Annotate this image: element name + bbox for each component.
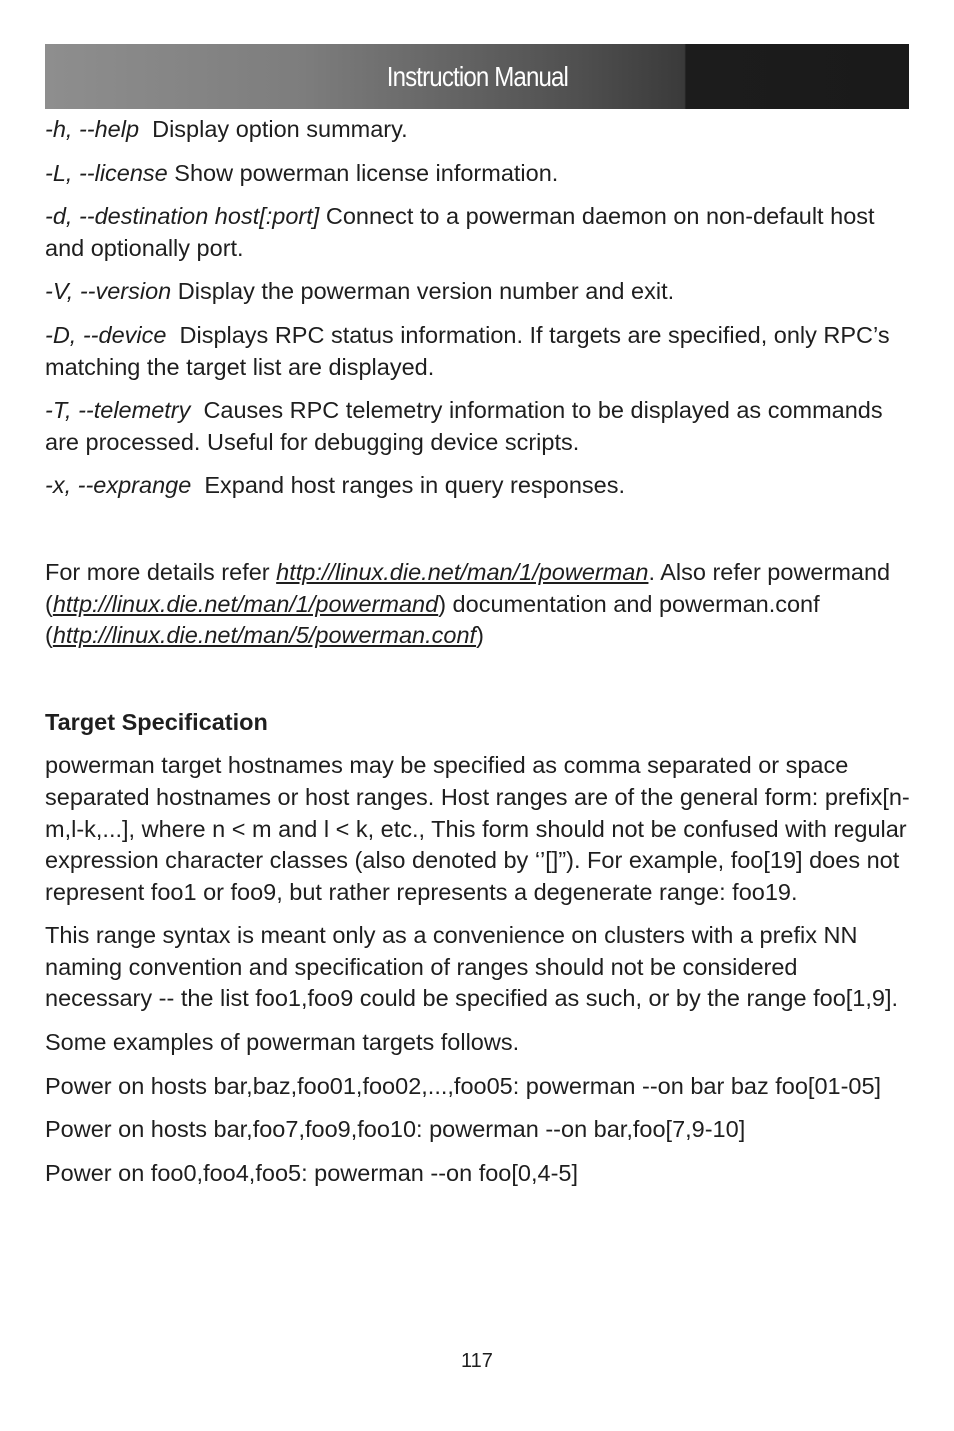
details-text: ) documentation and powerman.conf ( [45,590,820,649]
details-text: ) [476,622,484,649]
option-desc: Displays RPC status information. If targets are specified, only RPC’s matching the target list are displayed. [45,321,890,380]
body-paragraph: Some examples of powerman targets follows. [45,1029,520,1056]
option-flag: -D, --device [45,321,167,348]
spacer [45,664,911,707]
powerman-man-link[interactable]: http://linux.die.net/man/1/powerman [276,558,649,585]
details-text: . Also refer powermand ( [45,558,891,617]
body-paragraph: This range syntax is meant only as a convenience on clusters with a prefix NN naming convention and specification of ranges should not be considered necessary -- the list foo1,foo9 could be specified as such, or by the range foo[1,9]. [45,922,899,1012]
page-content [45,114,911,1201]
header-banner [45,44,909,109]
example-paragraph: Power on hosts bar,baz,foo01,foo02,...,foo05: powerman --on bar baz foo[01-05] [45,1072,882,1099]
option-flag: -h, --help [45,116,140,142]
section-heading: Target Specification [45,708,268,735]
option-flag: -L, --license [45,159,168,186]
option-device [45,320,911,383]
body-paragraph: powerman target hostnames may be specified as comma separated or space separated hostnames or host ranges. Host ranges are of the general form: prefix[n-m,l-k,...], where n < m and l < k, etc., This form should not be confused with regular expression character classes (also denoted by ‘’[]”). For example, foo[19] does not represent foo1 or foo9, but rather represents a degenerate range: foo19. [45,752,910,905]
option-telemetry [45,395,911,458]
powerman-conf-man-link[interactable]: http://linux.die.net/man/5/powerman.conf [52,622,477,649]
option-desc: Expand host ranges in query responses. [204,472,625,499]
option-flag: -d, --destination host[:port] [45,203,320,230]
option-flag: -x, --exprange [45,472,192,499]
example-paragraph: Power on hosts bar,foo7,foo9,foo10: powerman --on bar,foo[7,9-10] [45,1116,746,1143]
option-license [45,158,911,190]
option-exprange [45,470,911,502]
option-help [45,114,911,146]
option-desc: Causes RPC telemetry information to be displayed as commands are processed. Useful for debugging device scripts. [45,397,883,455]
powermand-man-link[interactable]: http://linux.die.net/man/1/powermand [52,590,439,617]
spacer [45,514,911,557]
example-paragraph: Power on foo0,foo4,foo5: powerman --on foo[0,4-5] [45,1159,578,1186]
option-desc: Show powerman license information. [174,159,559,186]
details-paragraph [45,557,911,652]
option-desc: Connect to a powerman daemon on non-default host and optionally port. [45,203,875,261]
option-flag: -V, --version [45,278,172,305]
option-desc: Display option summary. [152,116,408,142]
details-text: For more details refer [45,558,277,585]
option-version [45,276,911,308]
option-destination [45,201,911,264]
option-desc: Display the powerman version number and exit. [177,278,675,305]
option-flag: -T, --telemetry [45,397,191,424]
page-number: 117 [461,1350,493,1372]
header-title: Instruction Manual [386,60,568,92]
